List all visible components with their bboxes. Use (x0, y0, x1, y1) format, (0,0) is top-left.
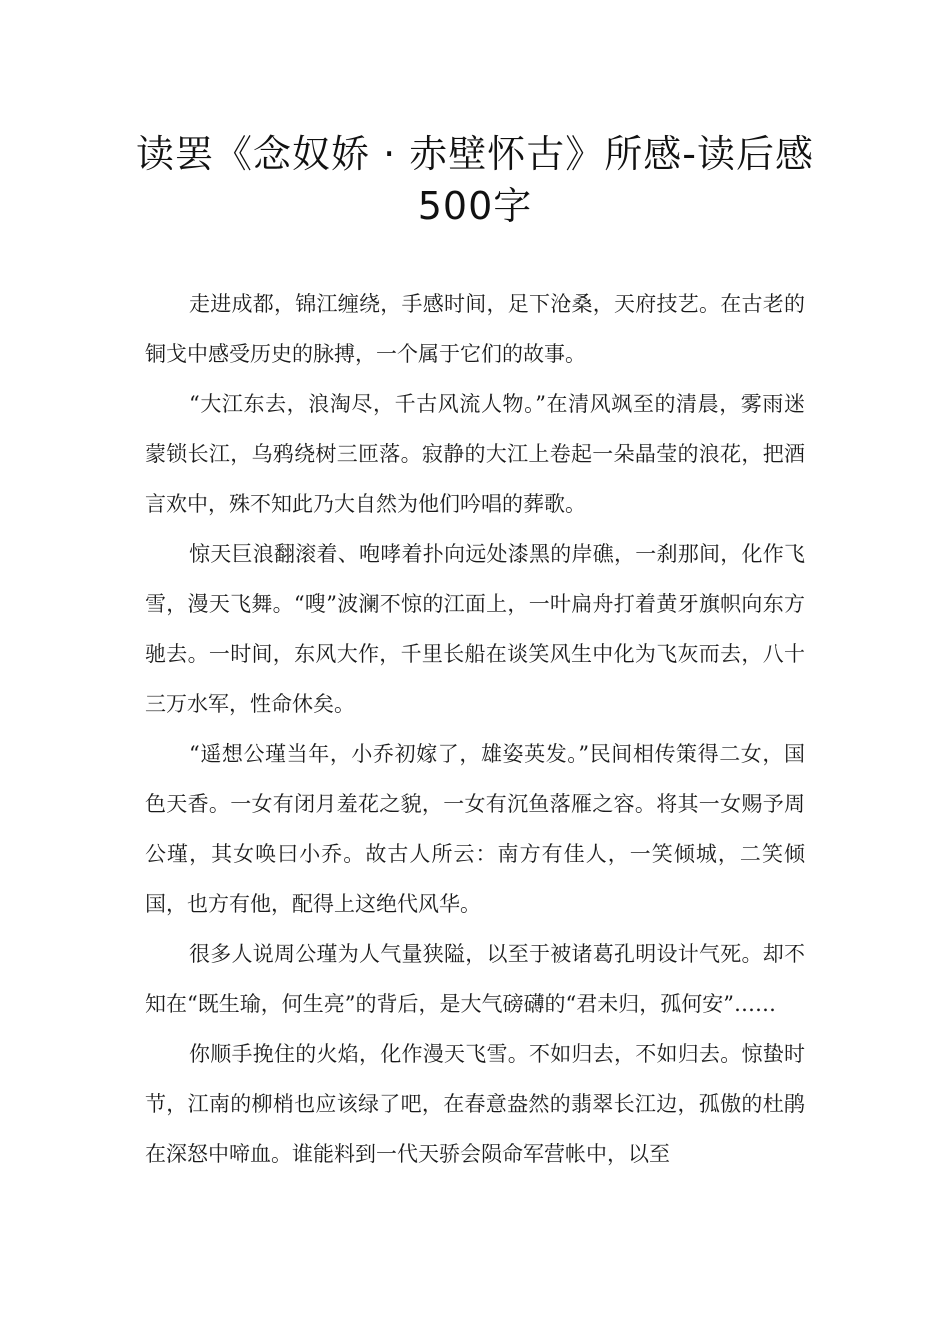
body-paragraph: “遥想公瑾当年，小乔初嫁了，雄姿英发。”民间相传策得二女，国色天香。一女有闭月羞花之貌，一女有沉鱼落雁之容。将其一女赐予周公瑾，其女唤曰小乔。故古人所云：南方有佳人，一笑倾城，二笑倾国，也方有他，配得上这绝代风华。 (145, 742, 805, 916)
body-paragraph: 你顺手挽住的火焰，化作漫天飞雪。不如归去，不如归去。惊蛰时节，江南的柳梢也应该绿了吧，在春意盎然的翡翠长江边，孤傲的杜鹃在深怒中啼血。谁能料到一代天骄会陨命军营帐中，以至 (145, 1042, 805, 1166)
document-body (145, 279, 805, 1179)
document-title: 读罢《念奴娇 · 赤壁怀古》所感-读后感500字 (136, 132, 814, 228)
body-paragraph: 走进成都，锦江缠绕，手感时间，足下沧桑，天府技艺。在古老的铜戈中感受历史的脉搏，一个属于它们的故事。 (145, 292, 805, 366)
body-paragraph: 很多人说周公瑾为人气量狭隘，以至于被诸葛孔明设计气死。却不知在“既生瑜，何生亮”的背后，是大气磅礴的“君未归，孤何安”…… (145, 942, 805, 1016)
body-paragraph: “大江东去，浪淘尽，千古风流人物。”在清风飒至的清晨，雾雨迷蒙锁长江，乌鸦绕树三匝落。寂静的大江上卷起一朵晶莹的浪花，把酒言欢中，殊不知此乃大自然为他们吟唱的葬歌。 (145, 392, 805, 516)
body-paragraph: 惊天巨浪翻滚着、咆哮着扑向远处漆黑的岸礁，一刹那间，化作飞雪，漫天飞舞。“嗖”波澜不惊的江面上，一叶扁舟打着黄牙旗帜向东方驰去。一时间，东风大作，千里长船在谈笑风生中化为飞灰而去，八十三万水军，性命休矣。 (145, 542, 805, 716)
